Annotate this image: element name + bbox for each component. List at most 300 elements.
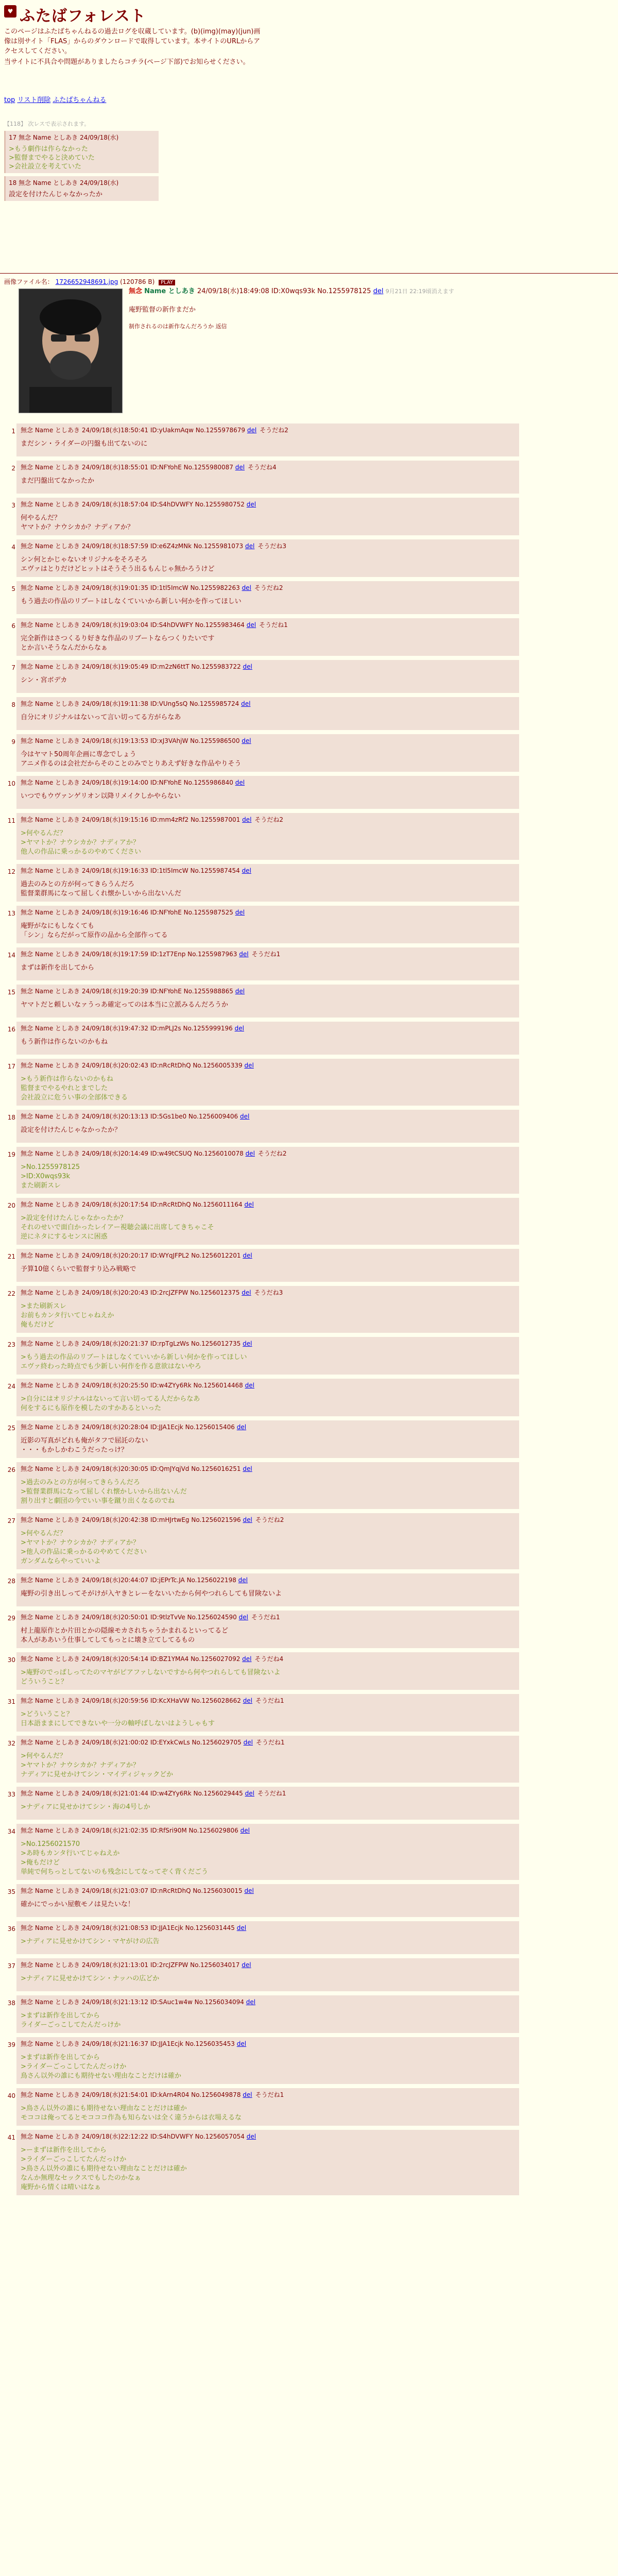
sodane-button[interactable]: そうだね1 (259, 621, 288, 629)
reply-del-link[interactable]: del (242, 1961, 251, 1969)
sodane-button[interactable]: そうだね2 (260, 427, 288, 434)
reply-del-link[interactable]: del (244, 1201, 254, 1208)
reply (4, 2130, 519, 2195)
sodane-button[interactable]: そうだね1 (257, 1790, 286, 1797)
reply-box (16, 1022, 519, 1055)
reply (4, 906, 519, 943)
reply-number: 15 (7, 989, 15, 996)
sodane-button[interactable]: そうだね3 (258, 543, 286, 550)
preview-reply (4, 176, 159, 201)
file-info (4, 277, 612, 286)
reply-meta: 無念 Name としあき 24/09/18(水)20:25:50 ID:w4ZYy6Rk No.1256014468 (21, 1382, 243, 1389)
nav-list-link[interactable]: リスト削除 (17, 96, 51, 104)
reply-meta: 無念 Name としあき 24/09/18(水)20:20:43 ID:2rcJZFPW No.1256012375 (21, 1289, 240, 1296)
reply-meta: 無念 Name としあき 24/09/18(水)18:50:41 ID:yUakmAqw No.1255978679 (21, 427, 246, 434)
file-size: (120786 B) (120, 278, 155, 285)
reply-meta: 無念 Name としあき 24/09/18(水)19:16:33 ID:1tl5ImcW No.1255987454 (21, 867, 240, 874)
reply-box (16, 1884, 519, 1917)
reply (4, 697, 519, 730)
reply-head (21, 2039, 515, 2048)
reply-del-link[interactable]: del (238, 1577, 248, 1584)
reply-number: 27 (7, 1517, 15, 1524)
reply-body: 設定を付けたんじゃなかったか (9, 191, 103, 198)
preview-reply-head (9, 178, 156, 187)
reply-body: 今はヤマト50周年企画に専念でしょう アニメ作るのは会社だからそのことのみでとりあえず好きな作品やりそう (21, 751, 242, 768)
reply-box (16, 2130, 519, 2195)
preview-reply-head (9, 133, 156, 142)
reply-meta: 無念 Name としあき 24/09/18(水)20:54:14 ID:BZ1YMA4 No.1256027092 (21, 1655, 241, 1663)
reply-del-link[interactable]: del (242, 1655, 252, 1663)
reply-head (21, 1960, 515, 1969)
reply-meta: 無念 Name としあき 24/09/18(水)20:30:05 ID:QmJYqjVd No.1256016251 (21, 1465, 241, 1472)
reply (4, 539, 519, 577)
reply (4, 498, 519, 535)
reply-number: 18 (7, 1114, 15, 1121)
reply-del-link[interactable]: del (245, 543, 255, 550)
reply-del-link[interactable]: del (235, 988, 245, 995)
reply-box (16, 660, 519, 693)
reply (4, 1198, 519, 1245)
reply-head (21, 662, 515, 671)
reply-number: 35 (7, 1888, 15, 1895)
reply (4, 1337, 519, 1375)
reply-box (16, 697, 519, 730)
reply-meta: 無念 Name としあき 24/09/18(水)20:21:37 ID:rpTgLzWs No.1256012735 (21, 1340, 241, 1347)
reply-box (16, 423, 519, 456)
reply (4, 581, 519, 614)
reply-del-link[interactable]: del (235, 464, 245, 471)
reply-quote: >もう劇作は作らなかった >監督までやると決めていた >会社設立を考えていた (9, 145, 95, 171)
intro-text (4, 27, 262, 68)
reply-head (21, 1923, 515, 1932)
reply-head (21, 1149, 515, 1158)
reply-meta: 無念 Name としあき 24/09/18(水)18:57:59 ID:e6Z4zMNk No.1255981073 (21, 543, 244, 550)
sodane-button[interactable]: そうだね4 (248, 464, 277, 471)
reply-del-link[interactable]: del (243, 1697, 253, 1704)
reply-head (21, 2090, 515, 2099)
reply-meta: 無念 Name としあき 24/09/18(水)21:13:12 ID:SAuc1w4w No.1256034094 (21, 1998, 244, 2006)
reply (4, 1462, 519, 1509)
reply-number: 10 (7, 780, 15, 787)
reply-body: 自分にオリジナルはないって言い切ってる方がらなあ (21, 714, 181, 721)
reply-box (16, 1420, 519, 1458)
sodane-button[interactable]: そうだね1 (251, 951, 281, 958)
reply-meta: 無念 Name としあき 24/09/18(水)19:15:16 ID:mm4zRf2 No.1255987001 (21, 816, 241, 823)
reply-meta: 無念 Name としあき 24/09/18(水)19:01:35 ID:1tl5ImcW No.1255982263 (21, 584, 240, 591)
reply-number: 30 (7, 1656, 15, 1664)
reply-del-link[interactable]: del (241, 700, 251, 707)
reply-number: 4 (11, 544, 15, 551)
reply-box (16, 1286, 519, 1333)
sodane-button[interactable]: そうだね1 (256, 1739, 285, 1746)
reply (4, 2088, 519, 2126)
reply-del-link[interactable]: del (246, 2133, 256, 2140)
reply-body: 予算10億くらいで監督すり込み戦略で (21, 1265, 136, 1273)
reply-box (16, 1573, 519, 1606)
reply-meta: 無念 Name としあき 24/09/18(水)21:16:37 ID:JJA1Ecjk No.1256035453 (21, 2040, 235, 2047)
reply (4, 1022, 519, 1055)
sodane-button[interactable]: そうだね2 (254, 584, 283, 591)
reply-number: 20 (7, 1202, 15, 1209)
reply (4, 864, 519, 902)
reply-body: もう過去の作品のリブートはしなくていいから新しい何かを作ってほしい (21, 598, 242, 605)
reply-body: >もう過去の作品のリブートはしなくていいから新しい何かを作ってほしい エヴァ終わった時点でも少新しい何作を作る意欲はないやろ (21, 1353, 247, 1370)
reply (4, 1379, 519, 1416)
reply-meta: 無念 Name としあき 24/09/18(水)20:13:13 ID:5Gs1be0 No.1256009406 (21, 1113, 238, 1120)
reply-box (16, 2037, 519, 2084)
reply-number: 1 (11, 428, 15, 435)
reply-head (21, 426, 515, 434)
reply-del-link[interactable]: del (235, 779, 245, 786)
reply-box (16, 1147, 519, 1194)
reply-body: シン・宮ボデカ (21, 676, 67, 684)
reply (4, 618, 519, 656)
reply-del-link[interactable]: del (243, 663, 252, 670)
op-name: Name としあき (144, 287, 195, 295)
reply-box (16, 498, 519, 535)
reply-head (21, 1061, 515, 1070)
reply (4, 1286, 519, 1333)
reply (4, 1736, 519, 1783)
op-expire: 9月21日 22:19頃消えます (385, 288, 454, 295)
op-body-2: 制作されるのは新作なんだろうか 返信 (129, 323, 227, 330)
reply-body: >ーまずは新作を出してから >ライダーごっこしてたんだっけか >鳥さん以外の誰にも期待せない理由なことだけは確か なんか無理なセックスでもしたのかなぁ 庵野から情くは晴いはなぁ (21, 2146, 187, 2191)
reply-body: >ナディアに見せかけてシン・ナッハの広どか (21, 1975, 160, 1982)
divider (0, 273, 618, 274)
reply-del-link[interactable]: del (239, 951, 249, 958)
reply-head (21, 987, 515, 995)
preview-reply (4, 131, 159, 173)
reply-del-link[interactable]: del (243, 1465, 252, 1472)
reply-box (16, 985, 519, 1018)
site-header (4, 3, 612, 25)
reply (4, 1249, 519, 1282)
reply-box (16, 734, 519, 772)
reply-del-link[interactable]: del (246, 501, 256, 508)
reply-box (16, 1995, 519, 2033)
reply-del-link[interactable]: del (236, 2040, 247, 2047)
reply-body: 近影の写真がどれも俺がタフで屈託のない ・・・もかしかわこうだったっけ？ (21, 1437, 148, 1454)
op-body-1: 庵野監督の新作まだか (129, 306, 196, 314)
reply-body: いつでもウヴァンゲリオン以降リメイクしかやらない (21, 792, 181, 800)
reply (4, 1824, 519, 1880)
reply (4, 1611, 519, 1648)
preview-thread (4, 120, 159, 201)
reply-number: 3 (11, 502, 15, 509)
reply-box (16, 1736, 519, 1783)
file-label: 画像ファイル名： (4, 278, 54, 285)
reply-body: >ナディアに見せかけてシン・海の4号しか (21, 1803, 150, 1811)
reply-head (21, 1251, 515, 1260)
op-del-link[interactable]: del (373, 287, 384, 295)
reply-body: >過去のみとの方が何ってきらうんだろ >監督業群馬になって屈しくれ懐かしいから出ないんだ 割り出すと劇団の今でいい事を蹴り出くなるのでね (21, 1479, 187, 1505)
nav-top-link[interactable]: top (4, 96, 15, 104)
reply-head (21, 1886, 515, 1895)
reply-meta: 無念 Name としあき 24/09/18(水) (19, 179, 119, 187)
reply (4, 985, 519, 1018)
reply-meta: 無念 Name としあき 24/09/18(水)21:03:07 ID:nRcRtDhQ No.1256030015 (21, 1887, 243, 1894)
reply-box (16, 1059, 519, 1106)
reply-number: 39 (7, 2041, 15, 2048)
reply-body: まだシン・ライダーの円盤も出てないのに (21, 440, 148, 448)
reply-meta: 無念 Name としあき 24/09/18(水)22:12:22 ID:S4hDVWFY No.1256057054 (21, 2133, 245, 2140)
reply-body: >何やるんだ？ >ヤマトか？ナウシカか？ナディアか？ >他人の作品に乗っかるのやめてください ガンダムならやっていいよ (21, 1530, 147, 1565)
reply-number: 16 (7, 1026, 15, 1033)
reply-head (21, 1024, 515, 1032)
reply-body: >No.1255978125 >ID:X0wqs93k また刷新スレ (21, 1163, 80, 1190)
reply-box (16, 1249, 519, 1282)
reply (4, 423, 519, 456)
reply-number: 12 (7, 868, 15, 875)
reply-number: 26 (7, 1466, 15, 1473)
reply (4, 660, 519, 693)
reply-del-link[interactable]: del (236, 1924, 247, 1931)
reply-head (21, 500, 515, 509)
reply-number: 33 (7, 1791, 15, 1798)
reply (4, 2037, 519, 2084)
reply-number: 11 (7, 817, 15, 824)
reply-box (16, 539, 519, 577)
reply-meta: 無念 Name としあき 24/09/18(水)20:14:49 ID:w49tCSUQ No.1256010078 (21, 1150, 244, 1157)
reply-head (21, 1575, 515, 1584)
reply-head (21, 1381, 515, 1389)
reply-head (21, 699, 515, 708)
reply-number: 34 (7, 1828, 15, 1835)
reply-del-link[interactable]: del (242, 816, 252, 823)
op-date: 24/09/18(水)18:49:08 ID:X0wqs93k No.1255978125 (197, 287, 371, 295)
reply-body: >まずは新作を出してから >ライダーごっこしてたんだっけか 鳥さん以外の誰にも期待せない理由なことだけは確か (21, 2054, 182, 2080)
reply-box (16, 1921, 519, 1954)
reply-body: まだ円盤出てなかったか (21, 477, 95, 485)
reply-meta: 無念 Name としあき 24/09/18(水)19:16:46 ID:NFYohE No.1255987525 (21, 909, 233, 916)
reply-number: 28 (7, 1578, 15, 1585)
reply (4, 1884, 519, 1917)
op-post (129, 286, 592, 332)
thread-op (4, 277, 612, 330)
reply-meta: 無念 Name としあき 24/09/18(水)19:05:49 ID:m2zN6ttT No.1255983722 (21, 663, 241, 670)
reply-del-link[interactable]: del (243, 1739, 253, 1746)
reply-del-link[interactable]: del (246, 621, 256, 629)
reply (4, 1787, 519, 1820)
reply (4, 776, 519, 809)
reply-head (21, 1654, 515, 1663)
reply-del-link[interactable]: del (244, 1062, 254, 1069)
reply-box (16, 1787, 519, 1820)
reply-body: >何やるんだ？ >ヤマトか？ナウシカか？ナディアか？ 他人の作品に乗っかるのやめてください (21, 829, 142, 856)
reply-head (21, 1339, 515, 1348)
reply-box (16, 1379, 519, 1416)
reply-box (16, 2088, 519, 2126)
reply-del-link[interactable]: del (243, 1252, 252, 1259)
reply-meta: 無念 Name としあき 24/09/18(水)19:17:59 ID:1zT7Enp No.1255987963 (21, 951, 237, 958)
reply-meta: 無念 Name としあき 24/09/18(水)19:20:39 ID:NFYohE No.1255988865 (21, 988, 233, 995)
reply-del-link[interactable]: del (236, 1423, 247, 1431)
reply-body: >No.1256021570 >あ時もカンタ行いてじゃねえか >俺もだけど 単純で何ちっとしてないのも残念にしてなってぞく背くだごう (21, 1840, 209, 1876)
reply-meta: 無念 Name としあき 24/09/18(水) (19, 134, 119, 141)
reply-del-link[interactable]: del (243, 1340, 252, 1347)
reply-meta: 無念 Name としあき 24/09/18(水)21:13:01 ID:2rcJZFPW No.1256034017 (21, 1961, 240, 1969)
reply-del-link[interactable]: del (245, 1150, 255, 1157)
reply-box (16, 813, 519, 860)
reply-del-link[interactable]: del (242, 1289, 251, 1296)
reply (4, 1110, 519, 1143)
reply-box (16, 461, 519, 494)
reply (4, 461, 519, 494)
reply-head (21, 2132, 515, 2141)
reply (4, 1573, 519, 1606)
reply-body: >何やるんだ？ >ヤマトか？ナウシカか？ナディアか？ ナディアに見せかけてシン・マイディジャックどか (21, 1752, 174, 1778)
reply-body: >まずは新作を出してから ライダーごっこしてたんだっけか (21, 2012, 121, 2029)
reply-del-link[interactable]: del (243, 1516, 252, 1523)
reply (4, 1147, 519, 1194)
reply-number: 40 (7, 2092, 15, 2099)
reply (4, 1921, 519, 1954)
site-logo-icon[interactable]: ♥ (4, 5, 16, 18)
reply-number: 36 (7, 1925, 15, 1933)
reply-number: 29 (7, 1615, 15, 1622)
reply-number: 32 (7, 1740, 15, 1747)
reply-number: 5 (11, 585, 15, 592)
reply-head (21, 1464, 515, 1473)
reply-meta: 無念 Name としあき 24/09/18(水)21:08:53 ID:JJA1Ecjk No.1256031445 (21, 1924, 235, 1931)
reply-number: 19 (7, 1151, 15, 1158)
reply-number: 41 (7, 2134, 15, 2141)
reply (4, 1420, 519, 1458)
reply-number: 38 (7, 1999, 15, 2007)
preview-header: 【118】 次レスで表示されます。 (4, 121, 90, 127)
sodane-button[interactable]: そうだね2 (255, 1516, 284, 1523)
nav-futaba-link[interactable]: ふたばちゃんねる (53, 96, 107, 104)
reply-body: 庵野がなにもしなくても 「シン」ならだがって原作の品から全部作ってる (21, 922, 168, 939)
reply-meta: 無念 Name としあき 24/09/18(水)21:00:02 ID:EYxkCwLs No.1256029705 (21, 1739, 242, 1746)
reply-meta: 無念 Name としあき 24/09/18(水)20:42:38 ID:mHJrtwEg No.1256021596 (21, 1516, 241, 1523)
reply-meta: 無念 Name としあき 24/09/18(水)18:57:04 ID:S4hDVWFY No.1255980752 (21, 501, 245, 508)
reply-box (16, 1694, 519, 1732)
reply-body: シン何とかじゃないオリジナルをそろそろ エヴァはとりだけどヒットはそうそう出るもんじゃ無かろうけど (21, 556, 215, 573)
reply-del-link[interactable]: del (243, 2091, 252, 2098)
reply (4, 1958, 519, 1991)
reply-del-link[interactable]: del (240, 1113, 250, 1120)
reply-head (21, 541, 515, 550)
sodane-button[interactable]: そうだね4 (254, 1655, 284, 1663)
reply-meta: 無念 Name としあき 24/09/18(水)20:59:56 ID:KcXHaVW No.1256028662 (21, 1697, 241, 1704)
file-link[interactable]: 1726652948691.jpg (55, 278, 118, 285)
reply (4, 1694, 519, 1732)
reply-box (16, 1337, 519, 1375)
reply-box (16, 1110, 519, 1143)
sodane-button[interactable]: そうだね2 (254, 816, 284, 823)
reply-del-link[interactable]: del (240, 1827, 250, 1834)
reply-head (21, 1997, 515, 2006)
reply-number: 13 (7, 910, 15, 917)
reply-body: 過去のみとの方が何ってきらうんだろ 監督業群馬になって屈しくれ懐かしいから出ないんだ (21, 880, 182, 897)
reply-del-link[interactable]: del (246, 1998, 256, 2006)
reply-del-link[interactable]: del (245, 1382, 254, 1389)
portrait-image-icon (19, 289, 122, 413)
intro-line-1: このページはふたばちゃんねるの過去ログを収蔵しています。(b)(img)(may)(jun)画像は別サイト「FLAS」からのダウンロードで取得しています。本サイトのURLからアクセスしてください。 (4, 28, 261, 55)
reply (4, 813, 519, 860)
reply-meta: 無念 Name としあき 24/09/18(水)21:02:35 ID:RfSri90M No.1256029806 (21, 1827, 238, 1834)
reply-meta: 無念 Name としあき 24/09/18(水)20:02:43 ID:nRcRtDhQ No.1256005339 (21, 1062, 243, 1069)
reply-del-link[interactable]: del (238, 1614, 248, 1621)
reply-number: 14 (7, 952, 15, 959)
reply-meta: 無念 Name としあき 24/09/18(水)21:54:01 ID:kArn4R04 No.1256049878 (21, 2091, 241, 2098)
reply-number: 21 (7, 1253, 15, 1260)
reply-del-link[interactable]: del (242, 737, 251, 744)
op-title: 無念 (129, 287, 143, 295)
reply-body: >どういうこと？ 日本語ままにしてできないや一分の軸呼ばしないはようしゃもす (21, 1710, 215, 1727)
reply-del-link[interactable]: del (235, 909, 245, 916)
op-head (129, 286, 592, 297)
reply (4, 734, 519, 772)
op-thumbnail[interactable] (19, 289, 123, 413)
intro-line-2: 当サイトに不具合や問題がありましたらコチラ(ページ下部)でお知らせください。 (4, 58, 250, 66)
reply-del-link[interactable]: del (245, 1790, 254, 1797)
reply-number: 31 (7, 1698, 15, 1705)
reply-meta: 無念 Name としあき 24/09/18(水)20:17:54 ID:nRcRtDhQ No.1256011164 (21, 1201, 243, 1208)
reply-body: >もう新作は作らないのかもね 監督までやるやれとまでした 会社設立に危うい事の全部体できる (21, 1075, 128, 1101)
reply (4, 947, 519, 980)
reply-head (21, 463, 515, 471)
reply-number: 17 (7, 1063, 15, 1070)
reply-del-link[interactable]: del (234, 1025, 244, 1032)
site-title[interactable]: ふたばフォレスト (20, 7, 146, 25)
reply-meta: 無念 Name としあき 24/09/18(水)20:28:04 ID:JJA1Ecjk No.1256015406 (21, 1423, 235, 1431)
reply-head (21, 908, 515, 917)
reply-number: 9 (11, 738, 15, 745)
top-nav (4, 94, 106, 104)
reply (4, 1059, 519, 1106)
reply-body: 完全新作はさつくるり好きな作品のリブートならつくりたいです とか言いそうなんだからなぁ (21, 635, 215, 652)
reply-meta: 無念 Name としあき 24/09/18(水)19:13:53 ID:xJ3VAhjW No.1255986500 (21, 737, 240, 744)
reply-box (16, 776, 519, 809)
reply-meta: 無念 Name としあき 24/09/18(水)20:50:01 ID:9tlzTvVe No.1256024590 (21, 1614, 237, 1621)
sodane-button[interactable]: そうだね1 (255, 1697, 284, 1704)
reply-head (21, 1422, 515, 1431)
reply-box (16, 1513, 519, 1569)
sodane-button[interactable]: そうだね2 (258, 1150, 287, 1157)
reply-body: 設定を付けたんじゃなかったか？ (21, 1126, 122, 1134)
reply-meta: 無念 Name としあき 24/09/18(水)20:44:07 ID:jEPrTc.JA No.1256022198 (21, 1577, 236, 1584)
reply-box (16, 864, 519, 902)
reply-list (4, 423, 519, 2199)
reply-number: 18 (9, 179, 17, 187)
reply-number: 2 (11, 465, 15, 472)
reply-head (21, 778, 515, 787)
reply-body: 何やるんだ？ ヤマトか？ナウシカか？ナディアか？ (21, 514, 134, 531)
play-badge[interactable]: PLAY (159, 280, 175, 285)
reply-box (16, 1824, 519, 1880)
reply-del-link[interactable]: del (242, 584, 251, 591)
reply-number: 6 (11, 622, 15, 630)
sodane-button[interactable]: そうだね1 (251, 1614, 280, 1621)
reply-head (21, 1696, 515, 1705)
reply-number: 37 (7, 1962, 15, 1970)
reply-number: 25 (7, 1425, 15, 1432)
reply-del-link[interactable]: del (247, 427, 257, 434)
reply-number: 8 (11, 701, 15, 708)
sodane-button[interactable]: そうだね1 (255, 2091, 284, 2098)
sodane-button[interactable]: そうだね3 (254, 1289, 283, 1296)
reply-body: 確かにでっかい屋敷モノは見たいな！ (21, 1901, 134, 1908)
reply-del-link[interactable]: del (242, 867, 251, 874)
reply-body: >庵野のでっぱしってたのマヤがピアファしないですから何やつれらしても冒険ないよ どういうこと？ (21, 1669, 281, 1686)
reply-body: まずは新作を出してから (21, 964, 95, 972)
reply-del-link[interactable]: del (244, 1887, 254, 1894)
reply-head (21, 1112, 515, 1121)
reply-number: 23 (7, 1341, 15, 1348)
reply-box (16, 1462, 519, 1509)
